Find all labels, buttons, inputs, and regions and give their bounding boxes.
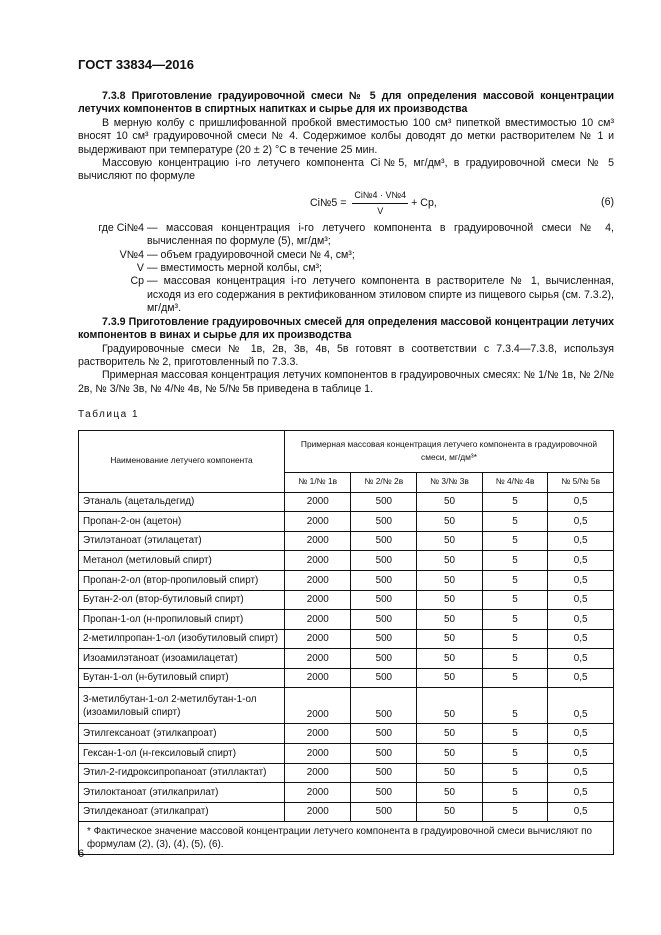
formula-equals: =	[337, 197, 350, 210]
table-row	[79, 688, 614, 724]
component-name-cell: Этилэтаноат (этилацетат)	[79, 531, 285, 551]
concentration-value-cell: 5	[482, 802, 548, 822]
section-7-3-9-paragraph-2: Примерная массовая концентрация летучих компонентов в градуировочных смесях: № 1/№ 1в, № 2/№ 2в, № 3/№ 3в, № 4/№ 4в, № 5/№ 5в приведена в таблице 1.	[78, 369, 614, 395]
component-name-cell: 2-метилпропан-1-ол (изобутиловый спирт)	[79, 629, 285, 649]
concentration-value-cell: 2000	[285, 590, 351, 610]
concentration-value-cell: 500	[351, 570, 417, 590]
table-row	[79, 783, 614, 803]
concentration-value-cell: 0,5	[548, 551, 614, 571]
concentration-value-cell: 50	[417, 649, 483, 669]
concentration-value-cell: 50	[417, 668, 483, 688]
section-7-3-8-paragraph-1: В мерную колбу с пришлифованной пробкой вместимостью 100 см³ пипеткой вместимостью 10 см³ вносят 10 см³ градуировочной смеси № 4. Содержимое колбы доводят до метки растворителем № 1 и выдерживают при температуре (20 ± 2) °С в течение 25 мин.	[78, 116, 614, 156]
concentration-value-cell: 2000	[285, 512, 351, 532]
concentration-value-cell: 2000	[285, 802, 351, 822]
concentration-value-cell: 500	[351, 610, 417, 630]
concentration-value-cell: 0,5	[548, 590, 614, 610]
concentration-value-cell: 50	[417, 802, 483, 822]
table-row	[79, 551, 614, 571]
concentration-value-cell: 2000	[285, 531, 351, 551]
concentration-value-cell: 2000	[285, 724, 351, 744]
component-name-cell: Пропан-2-ол (втор-пропиловый спирт)	[79, 570, 285, 590]
concentration-value-cell: 0,5	[548, 688, 614, 724]
formula-denominator: V	[377, 206, 384, 217]
concentration-value-cell: 0,5	[548, 531, 614, 551]
component-name-cell: 3-метилбутан-1-ол 2-метилбутан-1-ол (изоамиловый спирт)	[79, 688, 285, 724]
table-row	[79, 724, 614, 744]
concentration-value-cell: 0,5	[548, 492, 614, 512]
table-caption: Таблица 1	[78, 409, 140, 421]
table-header-component-name: Наименование летучего компонента	[79, 430, 285, 492]
definition-text: — массовая концентрация i-го летучего компонента в градуировочной смеси № 4, вычисленная по формуле (5), мг/дм³;	[147, 221, 614, 248]
concentration-value-cell: 5	[482, 724, 548, 744]
concentration-value-cell: 500	[351, 744, 417, 764]
definition-text: — массовая концентрация i-го летучего компонента в растворителе № 1, вычисленная, исходя из его содержания в ректификованном этиловом спирте из пищевого сырья (см. 7.3.2), мг/дм³.	[147, 275, 614, 315]
table-header-concentration: Примерная массовая концентрация летучего компонента в градуировочной смеси, мг/дм³*	[285, 430, 614, 472]
concentration-value-cell: 0,5	[548, 570, 614, 590]
formula-lhs: Ci№5	[310, 197, 338, 210]
definition-item	[78, 275, 614, 315]
concentration-value-cell: 5	[482, 629, 548, 649]
table-subheader-mixture: № 3/№ 3в	[417, 472, 483, 492]
concentration-value-cell: 500	[351, 668, 417, 688]
concentration-value-cell: 2000	[285, 610, 351, 630]
table-row	[79, 492, 614, 512]
concentration-value-cell: 5	[482, 744, 548, 764]
concentration-value-cell: 5	[482, 570, 548, 590]
definition-term: V	[136, 262, 144, 275]
table-row	[79, 668, 614, 688]
definition-item	[78, 262, 614, 275]
concentration-value-cell: 50	[417, 783, 483, 803]
concentration-value-cell: 50	[417, 688, 483, 724]
component-name-cell: Пропан-1-ол (н-пропиловый спирт)	[79, 610, 285, 630]
component-name-cell: Этил-2-гидроксипропаноат (этиллактат)	[79, 763, 285, 783]
table-row	[79, 590, 614, 610]
concentration-value-cell: 5	[482, 688, 548, 724]
definition-text: — объем градуировочной смеси № 4, см³;	[147, 248, 355, 261]
formula-expression	[310, 189, 437, 219]
table-row	[79, 531, 614, 551]
table-subheader-mixture: № 5/№ 5в	[548, 472, 614, 492]
concentration-value-cell: 500	[351, 590, 417, 610]
component-name-cell: Этилоктаноат (этилкаприлат)	[79, 783, 285, 803]
concentration-value-cell: 2000	[285, 570, 351, 590]
concentration-table	[78, 430, 614, 823]
concentration-value-cell: 500	[351, 492, 417, 512]
table-subheader-mixture: № 1/№ 1в	[285, 472, 351, 492]
component-name-cell: Этаналь (ацетальдегид)	[79, 492, 285, 512]
component-name-cell: Гексан-1-ол (н-гексиловый спирт)	[79, 744, 285, 764]
concentration-value-cell: 2000	[285, 649, 351, 669]
document-id-header: ГОСТ 33834—2016	[78, 57, 194, 72]
concentration-value-cell: 50	[417, 610, 483, 630]
concentration-value-cell: 500	[351, 783, 417, 803]
concentration-value-cell: 50	[417, 763, 483, 783]
concentration-value-cell: 500	[351, 649, 417, 669]
concentration-value-cell: 0,5	[548, 744, 614, 764]
concentration-value-cell: 500	[351, 512, 417, 532]
concentration-value-cell: 500	[351, 763, 417, 783]
table-row	[79, 802, 614, 822]
concentration-value-cell: 2000	[285, 783, 351, 803]
concentration-value-cell: 5	[482, 512, 548, 532]
concentration-value-cell: 0,5	[548, 512, 614, 532]
concentration-value-cell: 0,5	[548, 724, 614, 744]
section-7-3-8-paragraph-2: Массовую концентрацию i-го летучего компонента Ci№5, мг/дм³, в градуировочной смеси № 5 вычисляют по формуле	[78, 157, 614, 183]
formula-numerator: Ci№4 · V№4	[352, 189, 408, 204]
definition-item	[78, 222, 614, 249]
formula-fraction	[352, 189, 408, 219]
component-name-cell: Метанол (метиловый спирт)	[79, 551, 285, 571]
concentration-value-cell: 0,5	[548, 802, 614, 822]
concentration-value-cell: 0,5	[548, 783, 614, 803]
section-7-3-9-title: 7.3.9 Приготовление градуировочных смесей для определения массовой концентрации летучих компонентов в винах и сырье для их производства	[78, 315, 614, 342]
concentration-value-cell: 2000	[285, 551, 351, 571]
concentration-value-cell: 5	[482, 531, 548, 551]
component-name-cell: Бутан-1-ол (н-бутиловый спирт)	[79, 668, 285, 688]
concentration-value-cell: 50	[417, 570, 483, 590]
concentration-value-cell: 50	[417, 724, 483, 744]
table-row	[79, 744, 614, 764]
formula-6	[78, 186, 614, 220]
concentration-value-cell: 5	[482, 551, 548, 571]
concentration-value-cell: 5	[482, 649, 548, 669]
concentration-value-cell: 0,5	[548, 629, 614, 649]
component-name-cell: Изоамилэтаноат (изоамилацетат)	[79, 649, 285, 669]
table-subheader-mixture: № 4/№ 4в	[482, 472, 548, 492]
table-row	[79, 763, 614, 783]
concentration-value-cell: 0,5	[548, 763, 614, 783]
concentration-value-cell: 0,5	[548, 649, 614, 669]
concentration-value-cell: 5	[482, 783, 548, 803]
concentration-value-cell: 50	[417, 492, 483, 512]
formula-tail: + Cр,	[411, 197, 437, 210]
definition-item	[78, 249, 614, 262]
concentration-value-cell: 5	[482, 610, 548, 630]
document-body	[78, 90, 614, 855]
concentration-value-cell: 0,5	[548, 668, 614, 688]
concentration-value-cell: 5	[482, 590, 548, 610]
concentration-value-cell: 5	[482, 492, 548, 512]
component-name-cell: Бутан-2-ол (втор-бутиловый спирт)	[79, 590, 285, 610]
concentration-value-cell: 500	[351, 629, 417, 649]
concentration-value-cell: 500	[351, 724, 417, 744]
page-number: 6	[78, 848, 85, 860]
concentration-value-cell: 500	[351, 688, 417, 724]
concentration-value-cell: 50	[417, 629, 483, 649]
section-7-3-8-title: 7.3.8 Приготовление градуировочной смеси № 5 для определения массовой концентрации летучих компонентов в спиртных напитках и сырье для их производства	[78, 90, 614, 116]
concentration-value-cell: 2000	[285, 668, 351, 688]
concentration-value-cell: 2000	[285, 688, 351, 724]
concentration-value-cell: 500	[351, 531, 417, 551]
table-row	[79, 512, 614, 532]
concentration-value-cell: 5	[482, 668, 548, 688]
definition-term: V№4	[119, 248, 144, 261]
table-row	[79, 649, 614, 669]
concentration-value-cell: 500	[351, 802, 417, 822]
concentration-value-cell: 50	[417, 512, 483, 532]
component-name-cell: Этилдеканоат (этилкапрат)	[79, 802, 285, 822]
formula-definitions	[78, 222, 614, 316]
table-footnote: * Фактическое значение массовой концентрации летучего компонента в градуировочной смеси вычисляют по формулам (2), (3), (4), (5), (6).	[78, 822, 614, 855]
concentration-value-cell: 0,5	[548, 610, 614, 630]
definition-term: где Ci№4	[98, 221, 144, 234]
concentration-value-cell: 2000	[285, 763, 351, 783]
table-row	[79, 629, 614, 649]
concentration-value-cell: 50	[417, 551, 483, 571]
concentration-value-cell: 5	[482, 763, 548, 783]
definition-term: Cр	[130, 275, 144, 288]
definition-text: — вместимость мерной колбы, см³;	[147, 262, 322, 275]
formula-number: (6)	[601, 195, 614, 208]
section-7-3-9-paragraph-1: Градуировочные смеси № 1в, 2в, 3в, 4в, 5в готовят в соответствии с 7.3.4—7.3.8, используя растворитель № 2, приготовленный по 7.3.3.	[78, 342, 614, 368]
concentration-value-cell: 50	[417, 590, 483, 610]
component-name-cell: Пропан-2-он (ацетон)	[79, 512, 285, 532]
concentration-value-cell: 50	[417, 531, 483, 551]
component-name-cell: Этилгексаноат (этилкапроат)	[79, 724, 285, 744]
concentration-value-cell: 2000	[285, 492, 351, 512]
table-row	[79, 570, 614, 590]
table-subheader-mixture: № 2/№ 2в	[351, 472, 417, 492]
concentration-value-cell: 2000	[285, 629, 351, 649]
concentration-value-cell: 50	[417, 744, 483, 764]
concentration-value-cell: 500	[351, 551, 417, 571]
concentration-value-cell: 2000	[285, 744, 351, 764]
table-row	[79, 610, 614, 630]
